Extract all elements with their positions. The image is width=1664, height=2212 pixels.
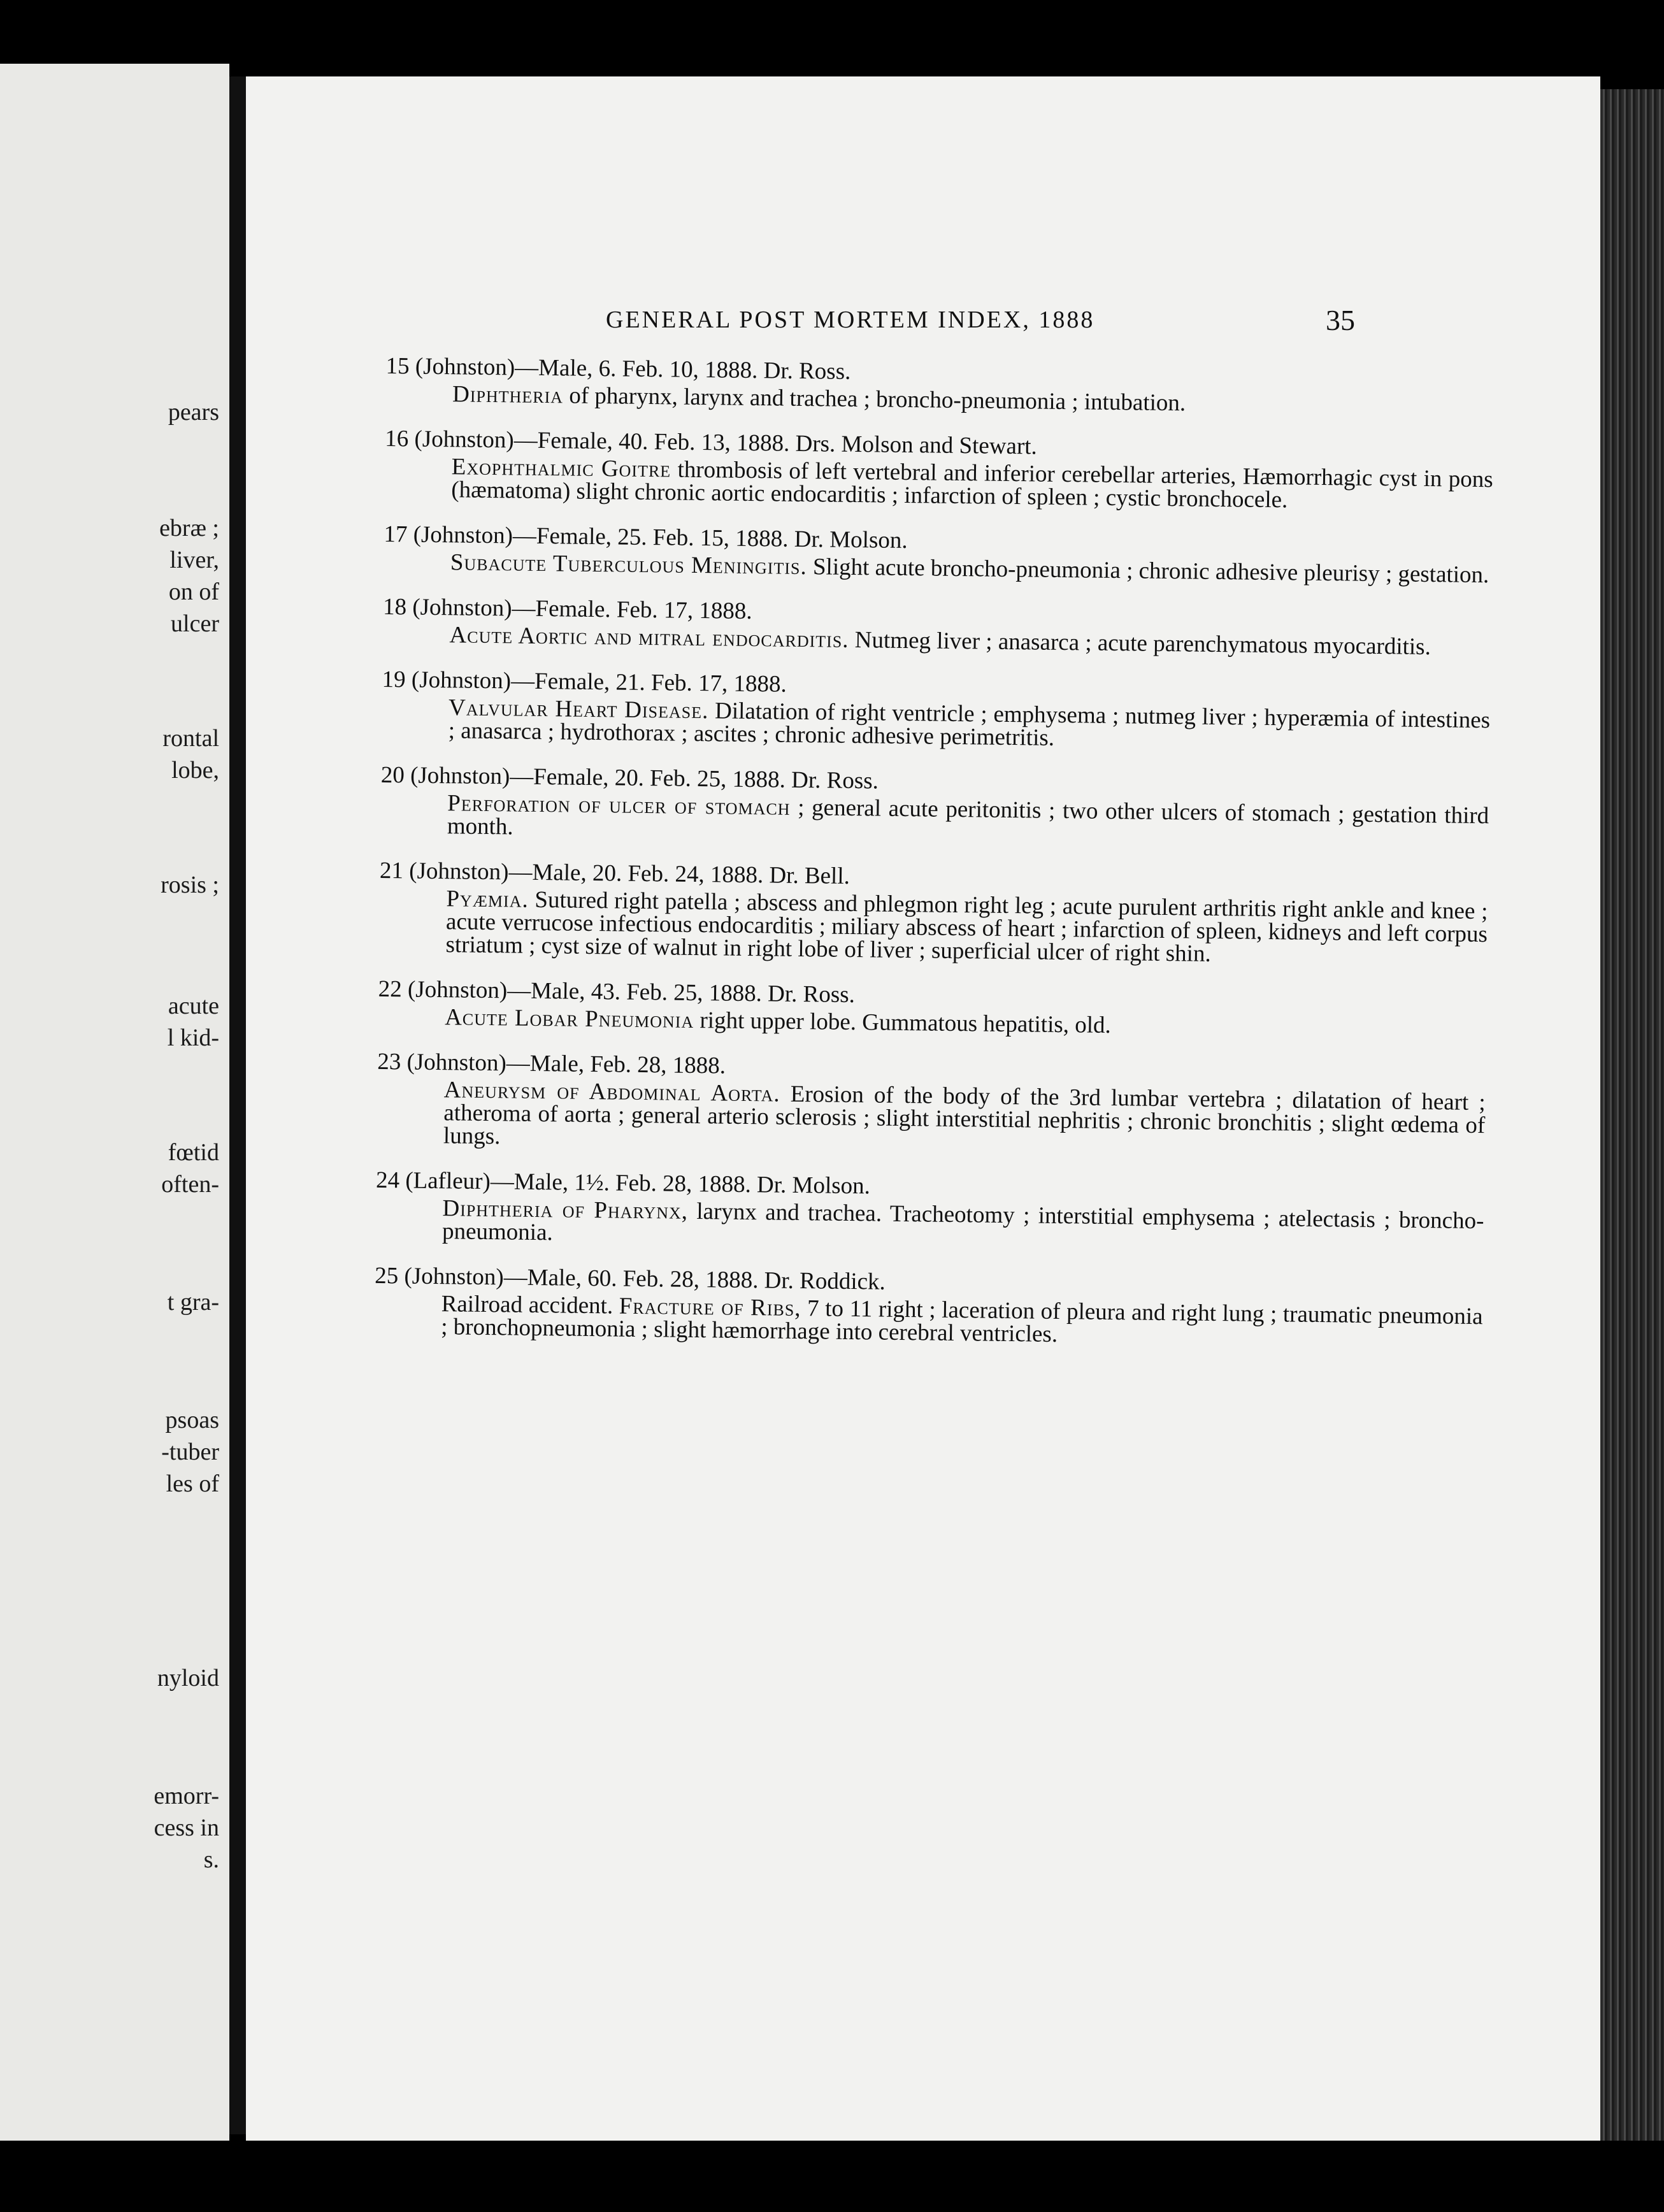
entry-heading: 25 (Johnston)—Male, 60. Feb. 28, 1888. Dr. Roddick. (375, 1262, 886, 1295)
left-page-fragment: pears (168, 399, 219, 426)
entry-preamble: Railroad accident. (441, 1291, 620, 1319)
entry-findings (377, 1078, 1486, 1160)
entry-findings-text: Dilatation of right ventricle ; emphysema ; nutmeg liver ; hyperæmia of intestines ; anasarca ; hydrothorax ; ascites ; chronic adhesive perimetritis. (448, 698, 1491, 751)
entry-diagnosis: Diphtheria of Pharynx, (442, 1195, 689, 1224)
entry-diagnosis: Valvular Heart Disease. (448, 694, 709, 724)
left-page-fragment: l kid- (167, 1024, 219, 1051)
autopsy-entry (382, 591, 1491, 659)
entry-heading: 23 (Johnston)—Male, Feb. 28, 1888. (377, 1048, 726, 1079)
entry-diagnosis: Subacute Tuberculous Meningitis. (450, 549, 807, 580)
left-page-fragment: psoas (165, 1407, 219, 1433)
autopsy-entry (385, 350, 1495, 419)
entry-heading: 20 (Johnston)—Female, 20. Feb. 25, 1888. Dr. Ross. (380, 761, 879, 794)
entry-diagnosis: Exophthalmic Goitre (451, 454, 671, 483)
left-page-fragment: rosis ; (161, 872, 219, 898)
page-header (246, 306, 1600, 344)
entry-heading: 19 (Johnston)—Female, 21. Feb. 17, 1888. (382, 666, 787, 698)
entry-diagnosis: Diphtheria (452, 381, 564, 409)
left-page-fragment: t gra- (167, 1289, 219, 1316)
left-page-fragment: ebræ ; (159, 515, 219, 542)
left-page (0, 64, 229, 2141)
entry-findings-text: Erosion of the body of the 3rd lumbar vertebra ; dilatation of heart ; atheroma of aorta ; general arterio sclerosis ; slight interstitial nephritis ; chronic bronchitis ; slight œdema of lungs. (443, 1081, 1486, 1150)
entry-diagnosis: Acute Lobar Pneumonia (444, 1004, 694, 1033)
entry-heading: 16 (Johnston)—Female, 40. Feb. 13, 1888. Drs. Molson and Stewart. (385, 425, 1038, 460)
entry-heading: 18 (Johnston)—Female. Feb. 17, 1888. (382, 593, 752, 625)
entry-findings-text: larynx and trachea. Tracheotomy ; interstitial emphysema ; atelectasis ; broncho-pneumonia. (441, 1198, 1484, 1246)
entry-heading: 17 (Johnston)—Female, 25. Feb. 15, 1888. Dr. Molson. (384, 521, 908, 554)
left-page-fragment: acute (168, 993, 219, 1019)
left-page-fragment: s. (203, 1846, 219, 1873)
left-page-fragment: -tuber (161, 1439, 219, 1465)
entry-findings-text: ; general acute peritonitis ; two other ulcers of stomach ; gestation third month. (447, 794, 1489, 840)
entry-findings-text: Slight acute broncho-pneumonia ; chronic adhesive pleurisy ; gestation. (807, 554, 1489, 589)
left-page-fragment: lobe, (171, 757, 219, 784)
page-stack-edge (1600, 89, 1664, 2141)
entry-heading: 24 (Lafleur)—Male, 1½. Feb. 28, 1888. Dr. Molson. (375, 1167, 871, 1200)
right-page (246, 76, 1600, 2141)
autopsy-entry (378, 973, 1487, 1042)
entry-findings-text: 7 to 11 right ; laceration of pleura and right lung ; traumatic pneumonia ; bronchopneumonia ; slight hæmorrhage into cerebral ventricles. (441, 1295, 1483, 1347)
entry-list (374, 350, 1495, 1369)
entry-diagnosis: Aneurysm of Abdominal Aorta. (443, 1077, 780, 1107)
left-page-fragment: fœtid (168, 1139, 219, 1166)
left-page-fragment: liver, (169, 547, 219, 573)
entry-diagnosis: Acute Aortic and mitral endocarditis. (449, 622, 849, 653)
autopsy-entry (378, 855, 1488, 969)
left-page-fragment: cess in (154, 1814, 219, 1841)
entry-findings-text: thrombosis of left vertebral and inferior cerebellar arteries, Hæmorrhagic cyst in pons (hæmatoma) slight chronic aortic endocarditis ; infarction of spleen ; cystic bronchocele. (451, 456, 1493, 514)
autopsy-entry (375, 1165, 1484, 1256)
autopsy-entry (381, 664, 1490, 755)
left-page-fragment: nyloid (157, 1665, 219, 1691)
book-gutter (229, 76, 246, 2134)
entry-findings-text: Sutured right patella ; abscess and phlegmon right leg ; acute purulent arthritis right ankle and knee ; acute verrucose infectious endocarditis ; miliary abscess of heart ; infarction of spleen, kidneys and left corpus striatum ; cyst size of walnut in right lobe of liver ; superficial ulcer of right shin. (445, 886, 1488, 967)
left-page-fragment: les of (166, 1470, 219, 1497)
entry-findings (378, 887, 1488, 969)
left-page-fragment: on of (168, 578, 219, 605)
entry-findings-text: Nutmeg liver ; anasarca ; acute parenchymatous myocarditis. (849, 626, 1431, 661)
running-head: GENERAL POST MORTEM INDEX, 1888 (606, 306, 1095, 333)
left-page-fragment: ulcer (171, 610, 219, 637)
autopsy-entry (384, 423, 1493, 514)
entry-findings-text: of pharynx, larynx and trachea ; broncho-pneumonia ; intubation. (563, 382, 1186, 417)
left-page-fragment: rontal (162, 725, 219, 752)
left-page-fragment: emorr- (154, 1783, 219, 1809)
entry-findings-text: right upper lobe. Gummatous hepatitis, old. (694, 1007, 1112, 1038)
entry-heading: 21 (Johnston)—Male, 20. Feb. 24, 1888. Dr. Bell. (379, 857, 850, 889)
entry-diagnosis: Fracture of Ribs, (619, 1293, 801, 1322)
page-number: 35 (1326, 304, 1355, 336)
left-page-fragment: often- (161, 1171, 219, 1198)
entry-heading: 15 (Johnston)—Male, 6. Feb. 10, 1888. Dr. Ross. (385, 352, 851, 385)
autopsy-entry (384, 519, 1493, 587)
autopsy-entry (377, 1046, 1486, 1160)
scan-border (0, 2141, 1664, 2212)
autopsy-entry (380, 759, 1489, 851)
autopsy-entry (374, 1260, 1483, 1351)
entry-heading: 22 (Johnston)—Male, 43. Feb. 25, 1888. Dr. Ross. (378, 975, 856, 1009)
entry-diagnosis: Perforation of ulcer of stomach (447, 790, 791, 821)
entry-diagnosis: Pyæmia. (446, 886, 529, 913)
